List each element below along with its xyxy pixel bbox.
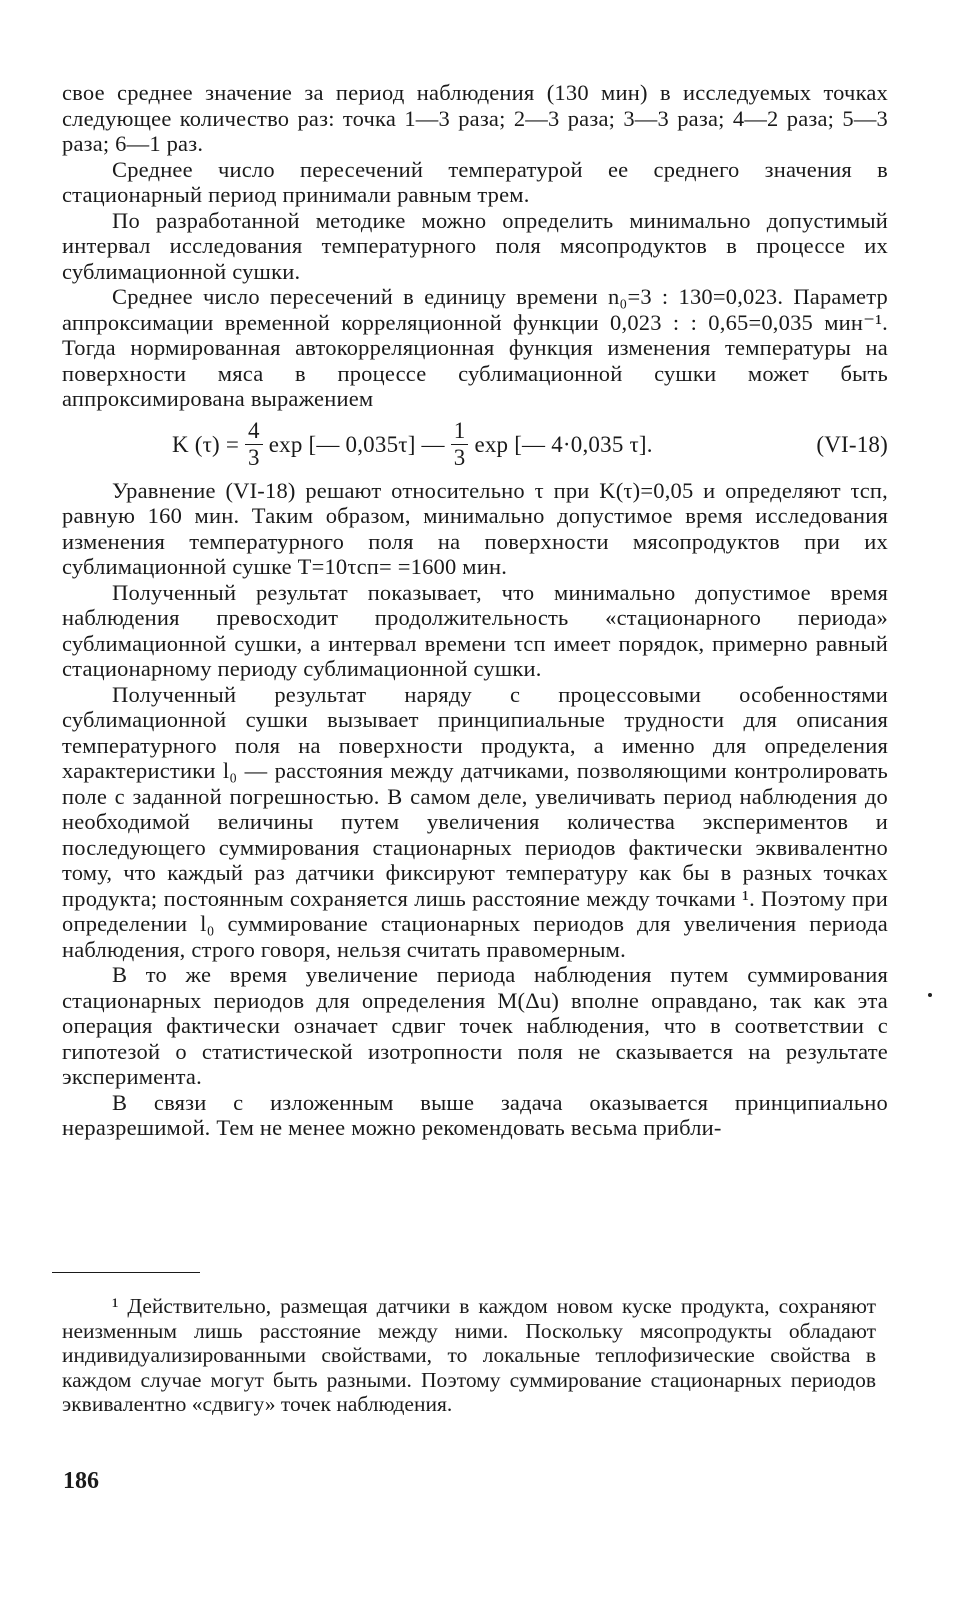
paragraph: Среднее число пересечений температурой ее среднего значения в стационарный период принимали равным трем. <box>62 156 888 207</box>
paragraph: В то же время увеличение периода наблюдения путем суммирования стационарных периодов для определения M(Δu) вполне оправдано, так как эта операция фактически означает сдвиг точек наблюдения, что в соответствии с гипотезой о статистической изотропности поля не сказывается на результате эксперимента. <box>62 962 888 1089</box>
margin-speck <box>928 993 932 997</box>
fraction-numerator: 4 <box>245 418 263 445</box>
equation-vi-18 <box>62 412 888 478</box>
equation-number: (VI-18) <box>816 431 888 457</box>
fraction-numerator: 1 <box>451 418 469 445</box>
fraction-denominator: 3 <box>453 445 466 470</box>
paragraph: Среднее число пересечений в единицу времени n₀=3 : 130=0,023. Параметр аппроксимации временной корреляционной функции 0,023 : : 0,65=0,035 мин⁻¹. Тогда нормированная автокорреляционная функция изменения температуры на поверхности мяса в процессе сублимационной сушки может быть аппроксимирована выражением <box>62 284 888 411</box>
paragraph: Полученный результат наряду с процессовыми особенностями сублимационной сушки вызывает принципиальные трудности для описания температурного поля на поверхности продукта, а именно для определения характеристики l₀ — расстояния между датчиками, позволяющими контролировать поле с заданной погрешностью. В самом деле, увеличивать период наблюдения до необходимой величины путем увеличения количества экспериментов и последующего суммирования стационарных периодов фактически эквивалентно тому, что каждый раз датчики фиксируют температуру как бы в разных точках продукта; постоянным сохраняется лишь расстояние между точками ¹. Поэтому при определении l₀ суммирование стационарных периодов для увеличения периода наблюдения, строго говоря, нельзя считать правомерным. <box>62 681 888 962</box>
paragraph-continuation: свое среднее значение за период наблюдения (130 мин) в исследуемых точках следующее количество раз: точка 1—3 раза; 2—3 раза; 3—3 раза; 4—2 раза; 5—3 раза; 6—1 раз. <box>62 80 888 156</box>
footnote-divider <box>52 1272 200 1273</box>
paragraph: По разработанной методике можно определить минимально допустимый интервал исследования температурного поля мясопродуктов в процессе их сублимационной сушки. <box>62 207 888 284</box>
fraction-four-thirds <box>245 418 263 471</box>
fraction-denominator: 3 <box>248 445 260 470</box>
paragraph: Уравнение (VI-18) решают относительно τ при K(τ)=0,05 и определяют τсп, равную 160 мин. Таким образом, минимально допустимое время исследования изменения температурного поля на поверхности мясопродуктов при их сублимационной сушке T=10τсп= =1600 мин. <box>62 477 888 579</box>
fraction-one-third <box>451 418 469 471</box>
paragraph: Полученный результат показывает, что минимально допустимое время наблюдения превосходит продолжительность «стационарного периода» сублимационной сушки, а интервал времени τсп имеет порядок, примерно равный стационарному периоду сублимационной сушки. <box>62 579 888 681</box>
equation-lhs: K (τ) = <box>172 431 240 457</box>
main-text <box>62 80 888 1141</box>
equation-term: exp [— 4·0,035 τ]. <box>474 431 653 457</box>
paragraph: В связи с изложенным выше задача оказывается принципиально неразрешимой. Тем не менее можно рекомендовать весьма прибли- <box>62 1089 888 1140</box>
page-number: 186 <box>63 1468 99 1494</box>
footnote: ¹ Действительно, размещая датчики в каждом новом куске продукта, сохраняют неизменным лишь расстояние между ними. Поскольку мясопродукты обладают индивидуализированными свойствами, то локальные теплофизические свойства в каждом случае могут быть разными. Поэтому суммирование стационарных периодов эквивалентно «сдвигу» точек наблюдения. <box>62 1294 876 1416</box>
equation-term: exp [— 0,035τ] — <box>268 431 445 457</box>
